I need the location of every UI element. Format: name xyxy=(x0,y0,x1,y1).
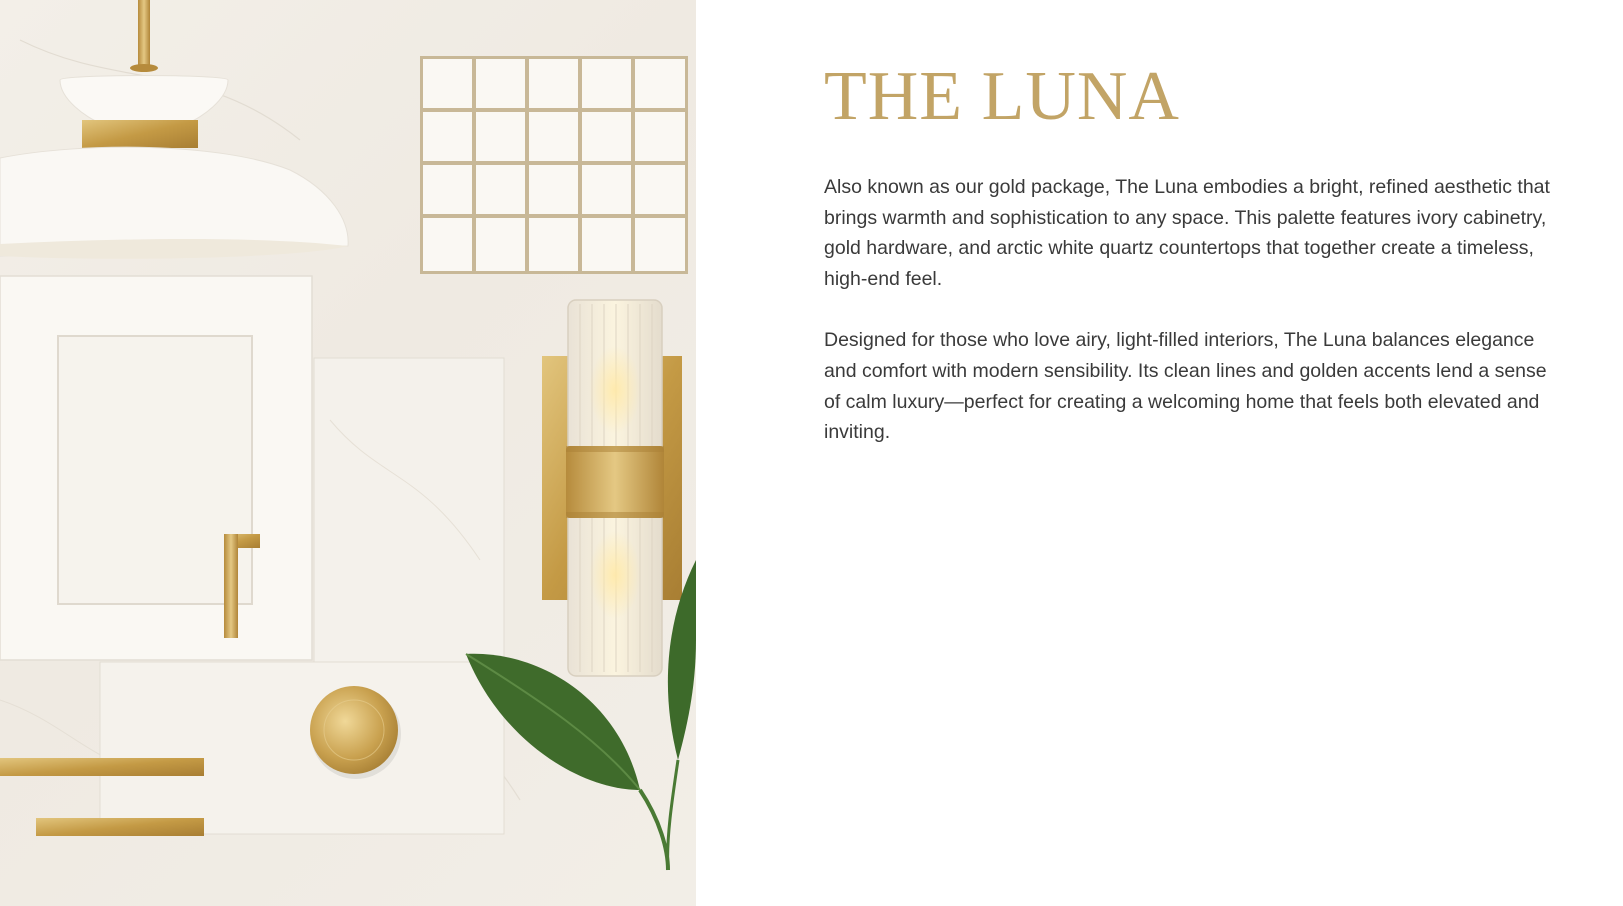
mosaic-tile-icon xyxy=(420,56,688,274)
description-paragraph-2: Designed for those who love airy, light-filled interiors, The Luna balances elegance and comfort with modern sensibility. Its clean lines and golden accents lend a sense of calm luxury—perfect for creating a welcoming home that feels both elevated and inviting. xyxy=(824,329,1547,444)
description-paragraph-1: Also known as our gold package, The Luna embodies a bright, refined aesthetic that brings warmth and sophistication to any space. This palette features ivory cabinetry, gold hardware, and arctic white quartz countertops that together create a timeless, high-end feel. xyxy=(824,176,1550,290)
page-title: THE LUNA xyxy=(824,58,1180,135)
cabinet-door-icon xyxy=(0,276,312,660)
pendant-light-icon xyxy=(0,0,348,259)
wall-sconce-icon xyxy=(542,300,682,676)
moodboard-image xyxy=(0,0,696,906)
content-panel xyxy=(824,58,1564,448)
